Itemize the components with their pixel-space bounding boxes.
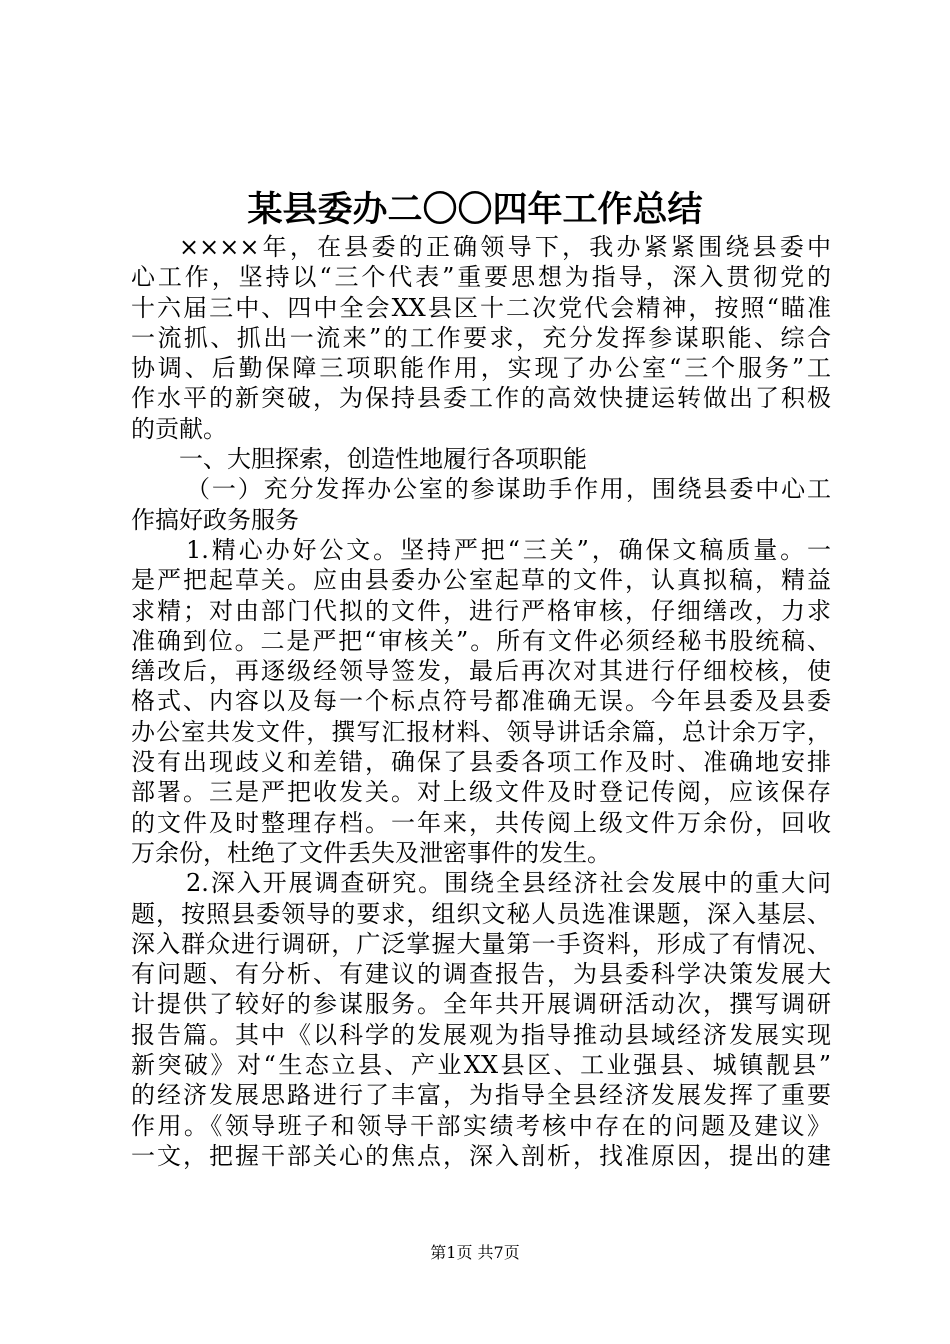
paragraph-line: 的贡献。	[131, 414, 227, 443]
paragraph-line: 一文，把握干部关心的焦点，深入剖析，找准原因，提出的建	[131, 1141, 831, 1170]
paragraph-line: 没有出现歧义和差错，确保了县委各项工作及时、准确地安排	[131, 748, 831, 777]
paragraph-line: 作水平的新突破，为保持县委工作的高效快捷运转做出了积极	[131, 384, 831, 413]
paragraph-line: 题，按照县委领导的要求，组织文秘人员选准课题，深入基层、	[131, 899, 831, 928]
paragraph-line: 的经济发展思路进行了丰富，为指导全县经济发展发挥了重要	[131, 1081, 831, 1110]
page-footer: 第1页 共7页	[430, 1243, 520, 1262]
paragraph-line: 办公室共发文件，撰写汇报材料、领导讲话余篇，总计余万字，	[131, 717, 831, 746]
paragraph-line: 万余份，杜绝了文件丢失及泄密事件的发生。	[131, 838, 611, 867]
document-body	[131, 232, 831, 1171]
document-title: 某县委办二〇〇四年工作总结	[247, 189, 703, 230]
paragraph-line: 一流抓、抓出一流来”的工作要求，充分发挥参谋职能、综合	[131, 323, 831, 352]
paragraph-line: 计提供了较好的参谋服务。全年共开展调研活动次，撰写调研	[131, 990, 831, 1019]
paragraph-line: 求精；对由部门代拟的文件，进行严格审核，仔细缮改，力求	[131, 596, 831, 625]
subsection-heading: （一）充分发挥办公室的参谋助手作用，围绕县委中心工	[186, 475, 831, 504]
subsection-heading: 作搞好政务服务	[131, 505, 299, 534]
paragraph-line: 作用。《领导班子和领导干部实绩考核中存在的问题及建议》	[131, 1111, 831, 1140]
paragraph-line: 部署。三是严把收发关。对上级文件及时登记传阅，应该保存	[131, 778, 831, 807]
paragraph-line: 心工作，坚持以“三个代表”重要思想为指导，深入贯彻党的	[131, 263, 831, 292]
section-heading: 一、大胆探索，创造性地履行各项职能	[179, 445, 587, 474]
paragraph-line: 深入群众进行调研，广泛掌握大量第一手资料，形成了有情况、	[131, 929, 831, 958]
paragraph-line: 格式、内容以及每一个标点符号都准确无误。今年县委及县委	[131, 687, 831, 716]
paragraph-line: 有问题、有分析、有建议的调查报告，为县委科学决策发展大	[131, 960, 831, 989]
paragraph-line: 2.深入开展调查研究。围绕全县经济社会发展中的重大问	[186, 869, 831, 898]
paragraph-line: 新突破》对“生态立县、产业XX县区、工业强县、城镇靓县”	[131, 1051, 831, 1080]
paragraph-line: 的文件及时整理存档。一年来，共传阅上级文件万余份，回收	[131, 808, 831, 837]
paragraph-line: ××××年，在县委的正确领导下，我办紧紧围绕县委中	[179, 233, 831, 261]
paragraph-line: 准确到位。二是严把“审核关”。所有文件必须经秘书股统稿、	[131, 626, 831, 655]
paragraph-line: 十六届三中、四中全会XX县区十二次党代会精神，按照“瞄准	[131, 293, 831, 322]
paragraph-line: 报告篇。其中《以科学的发展观为指导推动县域经济发展实现	[131, 1020, 831, 1049]
paragraph-line: 1.精心办好公文。坚持严把“三关”，确保文稿质量。一	[186, 535, 831, 564]
paragraph-line: 缮改后，再逐级经领导签发，最后再次对其进行仔细校核，使	[131, 657, 831, 686]
paragraph-line: 协调、后勤保障三项职能作用，实现了办公室“三个服务”工	[131, 354, 831, 383]
paragraph-line: 是严把起草关。应由县委办公室起草的文件，认真拟稿，精益	[131, 566, 831, 595]
